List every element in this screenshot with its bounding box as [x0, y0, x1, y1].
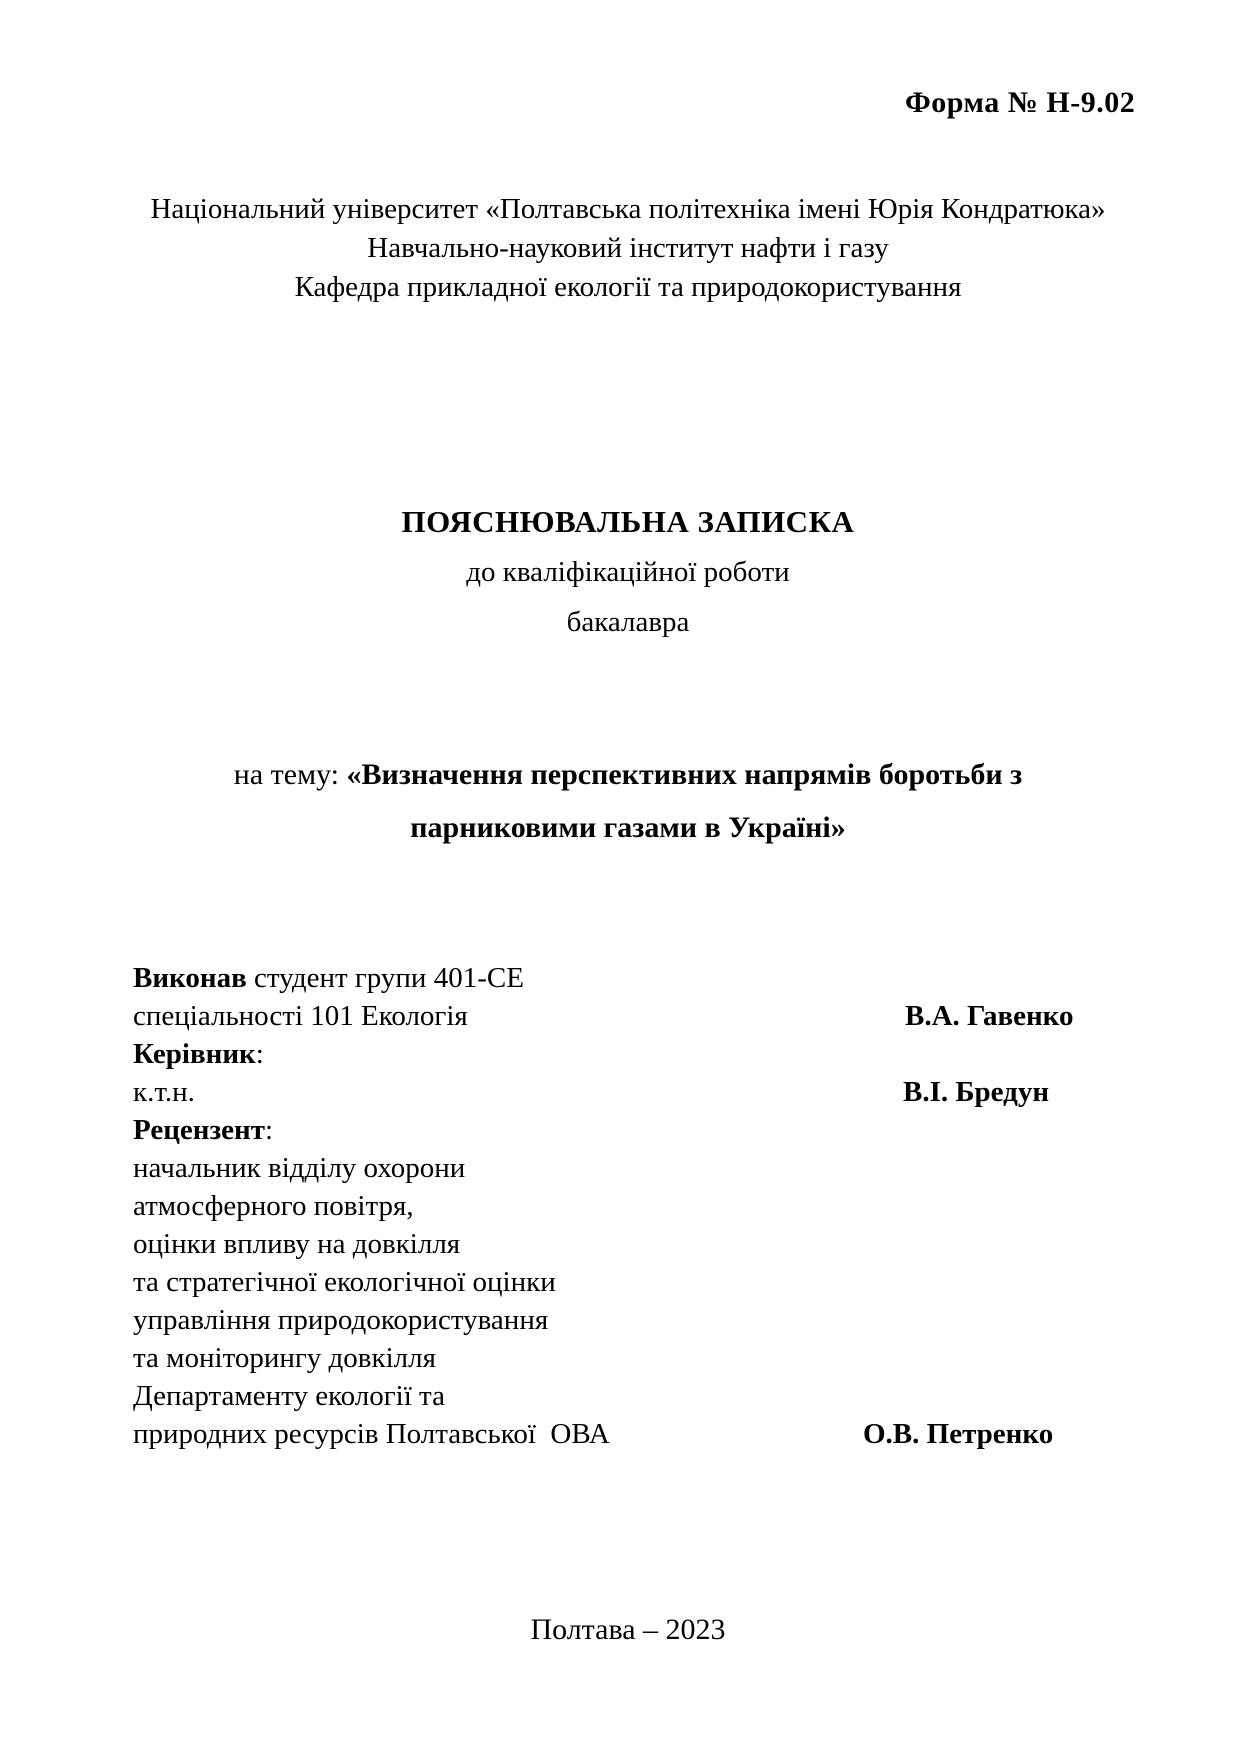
reviewer-position-text: оцінки впливу на довкілля [133, 1228, 461, 1260]
executor-row [133, 959, 1143, 997]
reviewer-position-line [133, 1339, 1143, 1377]
reviewer-last-row [133, 1415, 1143, 1453]
university-name: Національний університет «Полтавська політехніка імені Юрія Кондратюка» [150, 193, 1106, 225]
topic-line-1 [133, 748, 1123, 801]
footer [133, 1612, 1123, 1648]
reviewer-position-text: Департаменту екології та [133, 1380, 445, 1412]
reviewer-position-line [133, 1187, 1143, 1225]
supervisor-label: Керівник [133, 1038, 256, 1070]
supervisor-label-row [133, 1035, 1143, 1073]
reviewer-position-text: природних ресурсів Полтавської ОВА [133, 1418, 610, 1450]
work-type: до кваліфікаційної роботи [466, 556, 790, 588]
reviewer-position-line [133, 1301, 1143, 1339]
document-title-block [133, 497, 1123, 647]
specialty-text: спеціальності 101 Екологія [133, 1000, 468, 1032]
reviewer-position-text: управління природокористування [133, 1304, 549, 1336]
topic-block [133, 748, 1123, 854]
reviewer-position-line [133, 1263, 1143, 1301]
reviewer-position-line [133, 1377, 1143, 1415]
credits-block [133, 959, 1143, 1453]
reviewer-position-text: атмосферного повітря, [133, 1190, 414, 1222]
reviewer-label-row [133, 1111, 1143, 1149]
document-title: ПОЯСНЮВАЛЬНА ЗАПИСКА [401, 504, 855, 539]
degree-level: бакалавра [566, 606, 690, 638]
supervisor-degree-row [133, 1073, 1143, 1111]
reviewer-position-text: начальник відділу охорони [133, 1152, 466, 1184]
department-name: Кафедра прикладної екології та природокористування [294, 271, 962, 303]
executor-text: студент групи 401-СЕ [246, 962, 524, 994]
reviewer-position-line [133, 1225, 1143, 1263]
institute-name: Навчально-науковий інститут нафти і газу [367, 232, 889, 264]
topic-title-part-1: «Визначення перспективних напрямів боротьби з [346, 758, 1023, 791]
topic-prefix: на тему: [233, 758, 347, 791]
reviewer-name: О.В. Петренко [863, 1418, 1054, 1450]
form-number: Форма № Н-9.02 [905, 86, 1136, 119]
supervisor-name: В.І. Бредун [903, 1076, 1050, 1108]
specialty-row [133, 997, 1143, 1035]
reviewer-position-line [133, 1149, 1143, 1187]
university-header [133, 190, 1123, 307]
reviewer-label: Рецензент [133, 1114, 265, 1146]
reviewer-colon: : [264, 1114, 274, 1146]
reviewer-position-text: та моніторингу довкілля [133, 1342, 436, 1374]
reviewer-position-text: та стратегічної екологічної оцінки [133, 1266, 556, 1298]
city-year: Полтава – 2023 [530, 1613, 726, 1646]
executor-label: Виконав [133, 962, 247, 994]
supervisor-degree: к.т.н. [133, 1076, 195, 1108]
executor-name: В.А. Гавенко [905, 1000, 1074, 1032]
supervisor-colon: : [255, 1038, 264, 1070]
topic-title-part-2: парниковими газами в Україні» [410, 811, 846, 844]
